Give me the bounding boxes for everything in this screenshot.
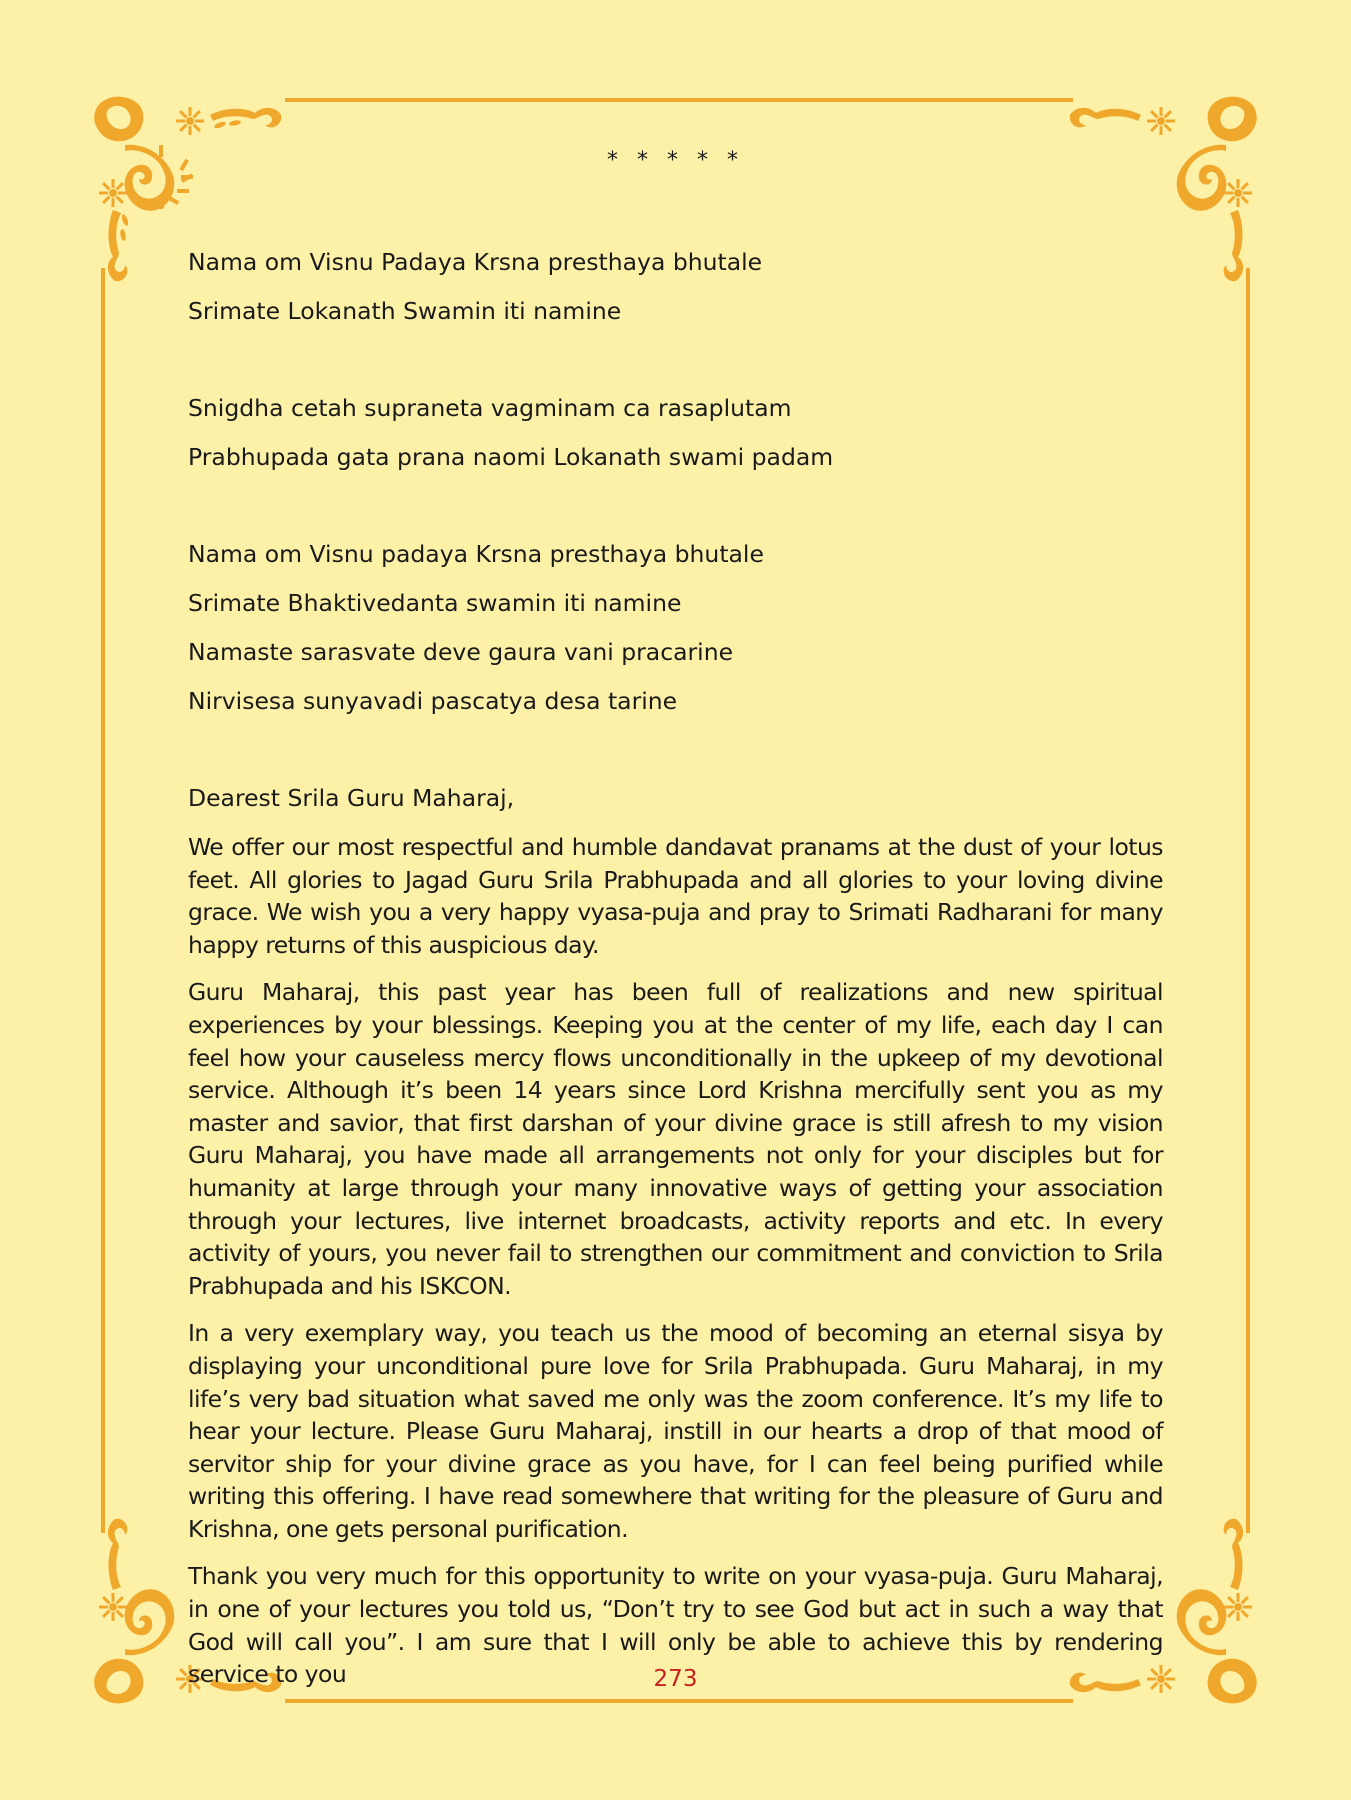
verse-line: Namaste sarasvate deve gaura vani pracarine [188,638,734,666]
verse-line: Prabhupada gata prana naomi Lokanath swami padam [188,443,834,471]
border-line-right [1246,268,1250,1533]
verse-block [188,246,1163,344]
verse-line: Nama om Visnu Padaya Krsna presthaya bhutale [188,248,763,276]
verse-line: Srimate Bhaktivedanta swamin iti namine [188,589,682,617]
letter-paragraph: Thank you very much for this opportunity to write on your vyasa-puja. Guru Maharaj, in one of your lectures you told us, “Don’t try to see God but act in such a way that God will call you”. I am sure that I will only be able to achieve this by rendering service to you [188,1562,1163,1689]
letter-paragraph: Guru Maharaj, this past year has been full of realizations and new spiritual experiences by your blessings. Keeping you at the center of my life, each day I can feel how your causeless mercy flows unconditionally in the upkeep of my devotional service. Although it’s been 14 years since Lord Krishna mercifully sent you as my master and savior, that first darshan of your divine grace is still afresh to my vision Guru Maharaj, you have made all arrangements not only for your disciples but for humanity at large through your many innovative ways of getting your association through your lectures, live internet broadcasts, activity reports and etc. In every activity of yours, you never fail to strengthen our commitment and conviction to Srila Prabhupada and his ISKCON. [188,978,1163,1300]
border-line-left [101,268,105,1533]
letter-paragraph: In a very exemplary way, you teach us the mood of becoming an eternal sisya by displaying your unconditional pure love for Srila Prabhupada. Guru Maharaj, in my life’s very bad situation what saved me only was the zoom conference. It’s my life to hear your lecture. Please Guru Maharaj, instill in our hearts a drop of that mood of servitor ship for your divine grace as you have, for I can feel being purified while writing this offering. I have read somewhere that writing for the pleasure of Guru and Krishna, one gets personal purification. [188,1319,1163,1543]
border-line-top [285,98,1073,102]
letter-salutation: Dearest Srila Guru Maharaj, [188,784,515,812]
page-number: 273 [653,1666,698,1692]
verse-block [188,538,1163,734]
section-separator: * * * * * [607,148,744,173]
verse-line: Srimate Lokanath Swamin iti namine [188,297,622,325]
page-content [188,246,1163,1706]
verse-line: Nama om Visnu padaya Krsna presthaya bhutale [188,540,764,568]
verse-line: Nirvisesa sunyavadi pascatya desa tarine [188,687,678,715]
verse-line: Snigdha cetah supraneta vagminam ca rasaplutam [188,394,792,422]
verse-block [188,392,1163,490]
letter-paragraph: We offer our most respectful and humble dandavat pranams at the dust of your lotus feet. All glories to Jagad Guru Srila Prabhupada and all glories to your loving divine grace. We wish you a very happy vyasa-puja and pray to Srimati Radharani for many happy returns of this auspicious day. [188,833,1163,959]
